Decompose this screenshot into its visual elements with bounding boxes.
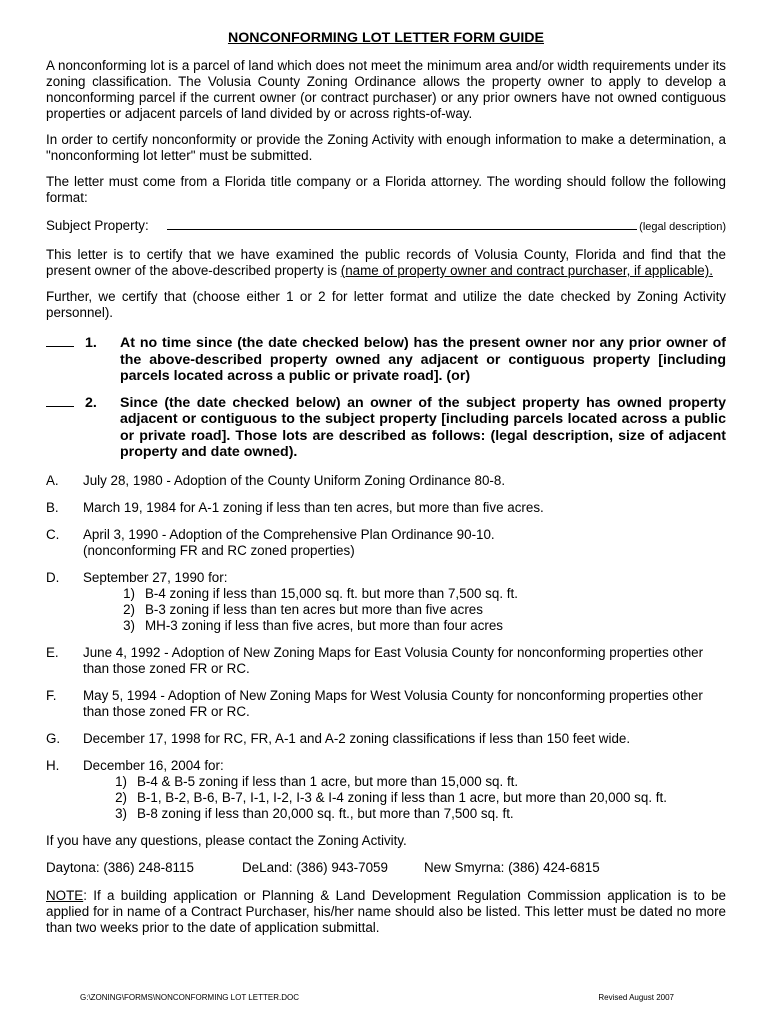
note-label: NOTE xyxy=(46,887,84,903)
item-subtext: (nonconforming FR and RC zoned properties) xyxy=(83,542,355,558)
sub-item-number: 2) xyxy=(115,789,127,805)
item-letter: B. xyxy=(46,499,59,515)
option-2-number: 2. xyxy=(85,394,97,411)
date-item-f xyxy=(46,688,726,720)
contact-numbers xyxy=(46,860,726,876)
sub-item xyxy=(83,602,726,618)
item-letter: D. xyxy=(46,569,60,585)
date-item-g xyxy=(46,731,726,747)
item-text: April 3, 1990 - Adoption of the Comprehensive Plan Ordinance 90-10. xyxy=(83,526,495,542)
option-1-number: 1. xyxy=(85,335,97,351)
file-path: G:\ZONING\FORMS\NONCONFORMING LOT LETTER.DOC xyxy=(80,993,299,1002)
item-letter: H. xyxy=(46,757,60,773)
letter-source-paragraph: The letter must come from a Florida title company or a Florida attorney. The wording should follow the following format: xyxy=(46,174,726,205)
sub-item-text: B-1, B-2, B-6, B-7, I-1, I-2, I-3 & I-4 zoning if less than 1 acre, but more than 20,000 sq. ft. xyxy=(137,789,667,805)
sub-item xyxy=(83,586,726,602)
sub-item-text: B-4 zoning if less than 15,000 sq. ft. but more than 7,500 sq. ft. xyxy=(145,585,518,601)
certify-owner-text: This letter is to certify that we have examined the public records of Volusia County, Florida and find that the present owner of the above-described property is xyxy=(46,247,726,278)
sub-item xyxy=(83,790,726,806)
subject-property-line xyxy=(46,218,726,235)
item-text: March 19, 1984 for A-1 zoning if less than ten acres, but more than five acres. xyxy=(83,499,544,515)
option-2 xyxy=(46,395,726,461)
certify-owner-paragraph xyxy=(46,247,726,279)
item-text: December 16, 2004 for: xyxy=(83,757,224,773)
contact-daytona: Daytona: (386) 248-8115 xyxy=(46,859,194,875)
item-letter: C. xyxy=(46,526,60,542)
item-text: July 28, 1980 - Adoption of the County Uniform Zoning Ordinance 80-8. xyxy=(83,472,506,488)
item-text: June 4, 1992 - Adoption of New Zoning Maps for East Volusia County for nonconforming properties other than those zoned FR or RC. xyxy=(83,644,704,676)
questions-text: If you have any questions, please contact the Zoning Activity. xyxy=(46,832,407,848)
item-letter: G. xyxy=(46,730,61,746)
document-title: NONCONFORMING LOT LETTER FORM GUIDE xyxy=(227,30,545,46)
date-item-b xyxy=(46,500,726,516)
item-letter: F. xyxy=(46,687,57,703)
certify-paragraph: In order to certify nonconformity or provide the Zoning Activity with enough information to make a determination, a "nonconforming lot letter" must be submitted. xyxy=(46,132,726,163)
item-text: May 5, 1994 - Adoption of New Zoning Maps for West Volusia County for nonconforming properties other than those zoned FR or RC. xyxy=(83,687,703,719)
date-item-d xyxy=(46,570,726,634)
sub-item-number: 3) xyxy=(123,617,135,633)
further-certify-paragraph: Further, we certify that (choose either 1 or 2 for letter format and utilize the date checked by Zoning Activity personnel). xyxy=(46,289,726,320)
contact-new-smyrna: New Smyrna: (386) 424-6815 xyxy=(424,859,600,875)
item-text: September 27, 1990 for: xyxy=(83,569,228,585)
option-1-text: At no time since (the date checked below) has the present owner nor any prior owner of the above-described property owned any adjacent or contiguous property [including parcels located across a public or private road]. (or) xyxy=(120,335,726,384)
subject-property-blank xyxy=(167,218,637,230)
sub-item-number: 1) xyxy=(123,585,135,601)
sub-item-number: 1) xyxy=(115,773,127,789)
date-item-h xyxy=(46,758,726,822)
revision-date: Revised August 2007 xyxy=(598,993,674,1002)
sub-item-text: B-4 & B-5 zoning if less than 1 acre, but more than 15,000 sq. ft. xyxy=(137,773,519,789)
page-footer xyxy=(80,993,674,1003)
document-page xyxy=(46,30,726,936)
sub-item-text: MH-3 zoning if less than five acres, but more than four acres xyxy=(145,617,503,633)
note-paragraph xyxy=(46,888,726,936)
note-text: : If a building application or Planning & Land Development Regulation Commission application is to be applied for in name of a Contract Purchaser, his/her name should also be listed. This letter must be dated no more than two weeks prior to the date of application submittal. xyxy=(46,887,726,935)
date-item-a xyxy=(46,473,726,489)
item-text: December 17, 1998 for RC, FR, A-1 and A-2 zoning classifications if less than 150 feet wide. xyxy=(83,730,631,746)
contact-deland: DeLand: (386) 943-7059 xyxy=(242,859,388,875)
sub-item xyxy=(83,806,726,822)
option-1-checkbox-blank xyxy=(46,335,74,347)
option-2-text: Since (the date checked below) an owner of the subject property has owned property adjacent or contiguous to the subject property [including parcels located across a public or private road]. Those lots are described as follows: (legal description, size of adjacent property and date owned). xyxy=(120,394,726,460)
legal-description-hint: (legal description) xyxy=(639,221,726,233)
sub-item xyxy=(83,774,726,790)
sub-item xyxy=(83,618,726,634)
subject-property-label: Subject Property: xyxy=(46,218,149,233)
sub-item-number: 2) xyxy=(123,601,135,617)
item-letter: E. xyxy=(46,644,59,660)
date-item-c xyxy=(46,527,726,559)
sub-item-text: B-3 zoning if less than ten acres but more than five acres xyxy=(145,601,483,617)
option-1 xyxy=(46,335,726,385)
item-letter: A. xyxy=(46,472,59,488)
owner-name-placeholder: (name of property owner and contract purchaser, if applicable). xyxy=(340,263,713,278)
sub-item-number: 3) xyxy=(115,805,127,821)
option-2-checkbox-blank xyxy=(46,395,74,407)
intro-paragraph: A nonconforming lot is a parcel of land which does not meet the minimum area and/or width requirements under its zoning classification. The Volusia County Zoning Ordinance allows the property owner to apply to develop a nonconforming parcel if the current owner (or contract purchaser) or any prior owners have not owned contiguous properties or adjacent parcels of land divided by or across rights-of-way. xyxy=(46,58,726,121)
sub-item-text: B-8 zoning if less than 20,000 sq. ft., but more than 7,500 sq. ft. xyxy=(137,805,514,821)
date-item-e xyxy=(46,645,726,677)
